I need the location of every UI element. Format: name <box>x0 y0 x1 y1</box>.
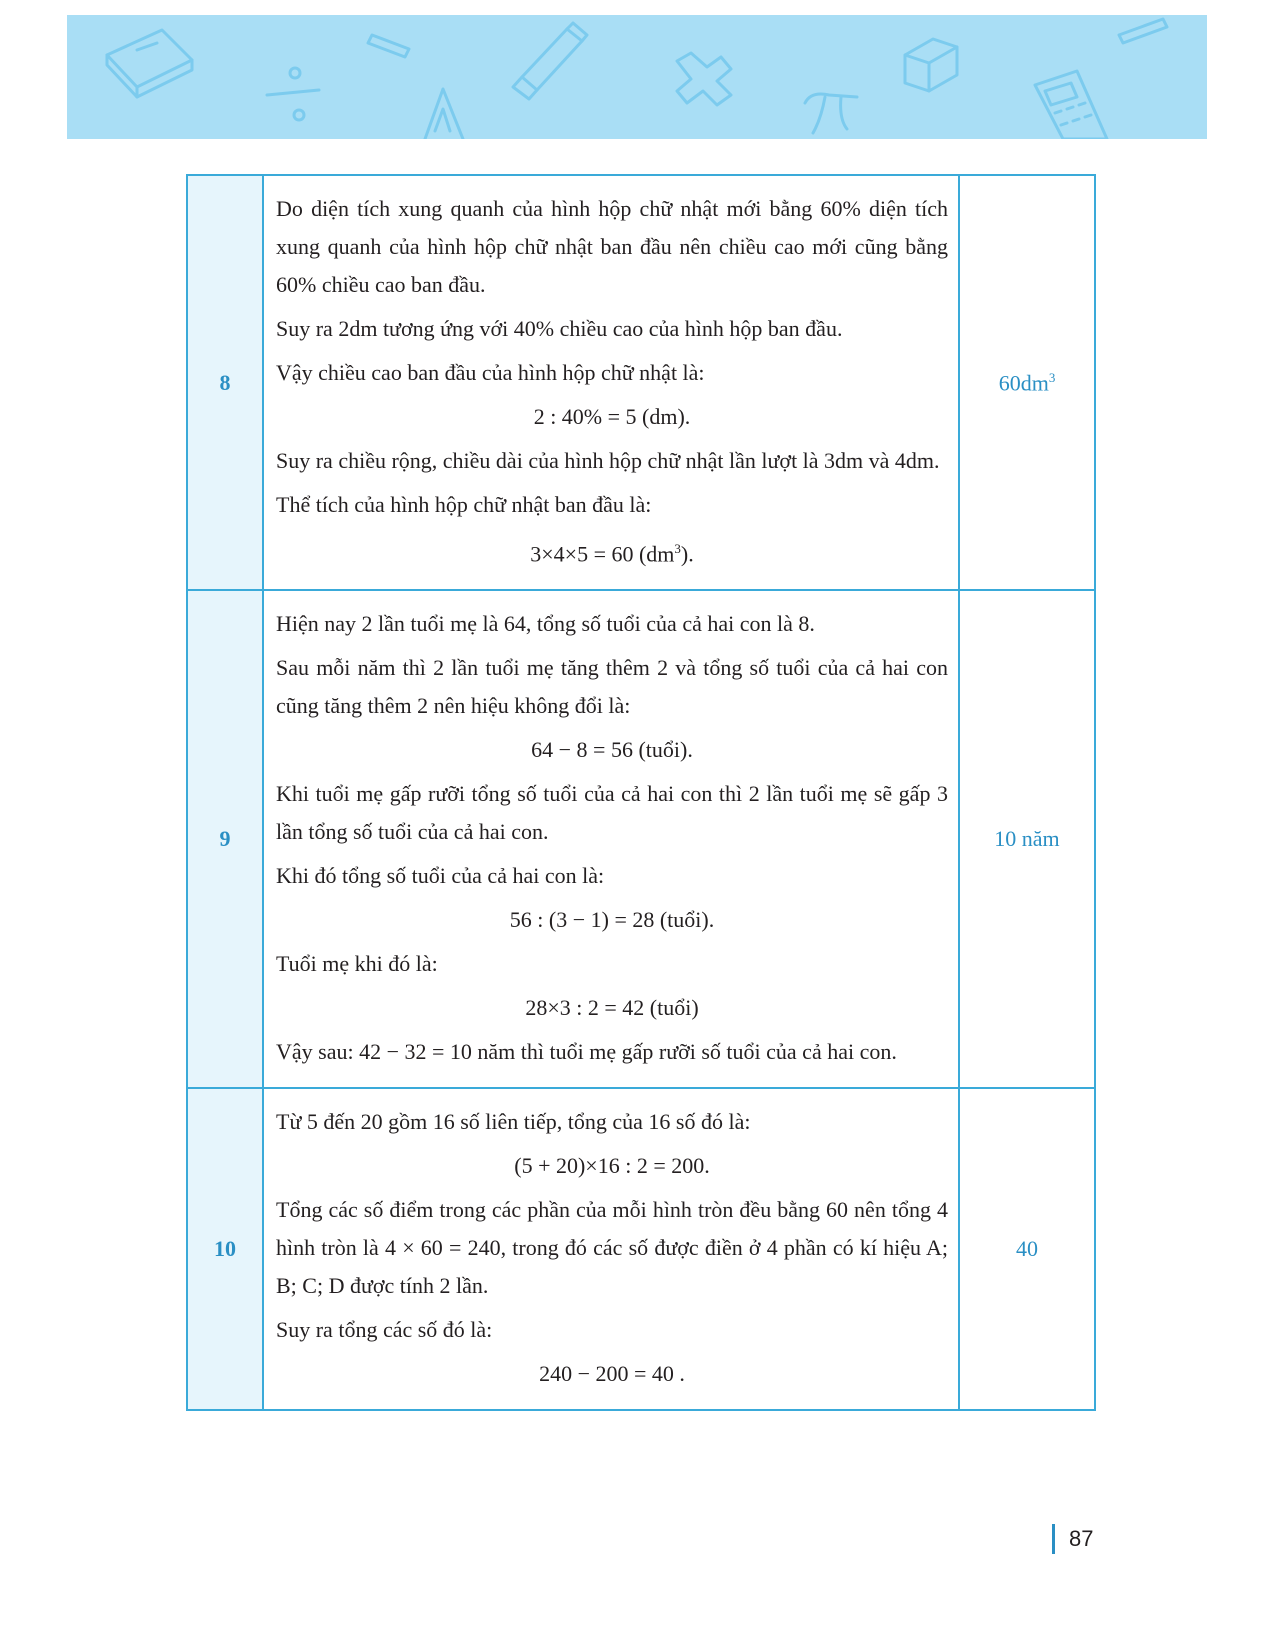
equation: 240 − 200 = 40 . <box>539 1361 685 1387</box>
solution-line: Vậy chiều cao ban đầu của hình hộp chữ nhật là: <box>276 360 705 385</box>
solution-line: Tuổi mẹ khi đó là: <box>276 951 438 977</box>
book-icon <box>107 30 192 97</box>
equation: 28×3 : 2 = 42 (tuổi) <box>525 995 699 1021</box>
solution-cell <box>263 175 959 590</box>
solution-line: Do diện tích xung quanh của hình hộp chữ nhật mới bằng 60% diện tích xung quanh của hình hộp chữ nhật ban đầu nên chiều cao mới cũng bằng 60% chiều cao ban đầu. <box>276 196 948 297</box>
equation: (5 + 20)×16 : 2 = 200. <box>514 1153 710 1179</box>
equation: 64 − 8 = 56 (tuổi). <box>531 737 693 763</box>
equation-end: ). <box>680 541 694 567</box>
ruler-icon <box>368 35 409 57</box>
table-row <box>187 590 1095 1088</box>
table-row <box>187 1088 1095 1410</box>
exponent: 3 <box>674 541 681 556</box>
header-banner <box>67 15 1207 139</box>
solution-line: Thể tích của hình hộp chữ nhật ban đầu là: <box>276 492 652 517</box>
solution-line: Hiện nay 2 lần tuổi mẹ là 64, tổng số tuổi của cả hai con là 8. <box>276 611 815 637</box>
answer-cell <box>959 175 1095 590</box>
solution-line: Suy ra chiều rộng, chiều dài của hình hộp chữ nhật lần lượt là 3dm và 4dm. <box>276 448 940 473</box>
equation: 56 : (3 − 1) = 28 (tuổi). <box>509 907 715 933</box>
solution-cell <box>263 1088 959 1410</box>
multiply-icon <box>677 53 731 105</box>
answer-exponent: 3 <box>1048 369 1056 385</box>
answers-table <box>186 174 1096 1411</box>
solution-cell <box>263 590 959 1088</box>
divide-icon <box>267 68 319 120</box>
solution-line: Suy ra tổng các số đó là: <box>276 1317 493 1343</box>
equation <box>276 530 948 573</box>
problem-number: 10 <box>187 1088 263 1410</box>
pencil-icon <box>513 23 587 99</box>
answer-value: 60dm <box>998 369 1049 395</box>
solution-line: Từ 5 đến 20 gồm 16 số liên tiếp, tổng của 16 số đó là: <box>276 1109 751 1135</box>
equation: 2 : 40% = 5 (dm). <box>533 404 691 429</box>
solution-line: Khi đó tổng số tuổi của cả hai con là: <box>276 863 605 889</box>
pi-icon <box>805 94 857 133</box>
solution-line: Tổng các số điểm trong các phần của mỗi hình tròn đều bằng 60 nên tổng 4 hình tròn là 4 × 60 = 240, trong đó các số được điền ở 4 phần có kí hiệu A; B; C; D được tính 2 lần. <box>276 1197 948 1299</box>
triangle-icon <box>425 89 463 139</box>
equation-text: 3×4×5 = 60 (dm <box>530 541 675 567</box>
answer-cell: 40 <box>959 1088 1095 1410</box>
answer-cell: 10 năm <box>959 590 1095 1088</box>
solution-line: Vậy sau: 42 − 32 = 10 năm thì tuổi mẹ gấp rưỡi số tuổi của cả hai con. <box>276 1039 897 1065</box>
solution-line: Khi tuổi mẹ gấp rưỡi tổng số tuổi của cả hai con thì 2 lần tuổi mẹ sẽ gấp 3 lần tổng số tuổi của cả hai con. <box>276 781 948 845</box>
cube-icon <box>905 39 957 91</box>
problem-number: 9 <box>187 590 263 1088</box>
ruler-icon-2 <box>1119 19 1167 43</box>
solution-line: Sau mỗi năm thì 2 lần tuổi mẹ tăng thêm 2 và tổng số tuổi của cả hai con cũng tăng thêm 2 nên hiệu không đổi là: <box>276 655 948 719</box>
problem-number: 8 <box>187 175 263 590</box>
table-row <box>187 175 1095 590</box>
solution-line: Suy ra 2dm tương ứng với 40% chiều cao của hình hộp ban đầu. <box>276 316 843 341</box>
banner-decorations <box>67 15 1207 139</box>
page-number: 87 <box>1052 1524 1093 1554</box>
calculator-icon <box>1035 71 1107 139</box>
